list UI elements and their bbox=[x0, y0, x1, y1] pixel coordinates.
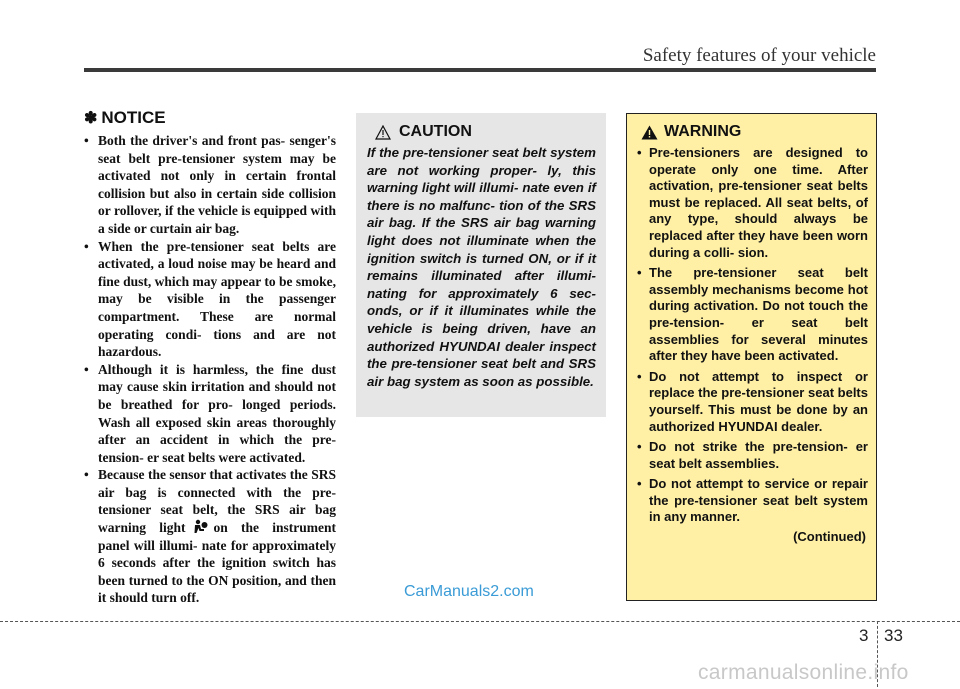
notice-item: • Both the driver's and front pas- senger's seat belt pre-tensioner system may be activated not only in certain frontal collision but also in certain side collision or rollover, if the vehicle is equipped with a side or curtain air bag. bbox=[84, 132, 336, 238]
site-watermark: carmanualsonline.info bbox=[698, 661, 909, 684]
warning-triangle-icon bbox=[641, 125, 658, 140]
warning-list bbox=[637, 145, 868, 526]
notice-star-icon: ✽ bbox=[84, 110, 98, 127]
caution-title-text: CAUTION bbox=[399, 123, 472, 140]
airbag-warning-icon bbox=[192, 519, 208, 535]
footer-rule bbox=[0, 621, 960, 622]
warning-item: • The pre-tensioner seat belt assembly mechanisms become hot during activation. Do not touch the pre-tension- er seat belt assemblies for several minutes after they have been activated. bbox=[637, 265, 868, 365]
notice-title-text: NOTICE bbox=[101, 108, 166, 127]
warning-item: • Do not attempt to inspect or replace the pre-tensioner seat belts yourself. This must be done by an authorized HYUNDAI dealer. bbox=[637, 369, 868, 435]
section-header-title: Safety features of your vehicle bbox=[642, 45, 876, 66]
header-rule bbox=[84, 68, 876, 72]
notice-item-text-before: Because the sensor that activates the SRS air bag is connected with the pre-tensioner seat belt, the SRS air bag warning light bbox=[98, 467, 336, 536]
notice-item: • Although it is harmless, the fine dust may cause skin irritation and should not be breathed for pro- longed periods. Wash all exposed skin areas thoroughly after an accident in which the pre-tension- er seat belts were activated. bbox=[84, 361, 336, 467]
warning-item: • Pre-tensioners are designed to operate only one time. After activation, pre-tensioner seat belts must be replaced. All seat belts, of any type, should always be replaced after they have been worn during a colli- sion. bbox=[637, 145, 868, 261]
notice-item: • When the pre-tensioner seat belts are activated, a loud noise may be heard and fine dust, which may appear to be smoke, may be visible in the passenger compartment. These are normal operating condi- tions and are not hazardous. bbox=[84, 238, 336, 361]
warning-item: • Do not strike the pre-tension- er seat belt assemblies. bbox=[637, 439, 868, 472]
notice-item-airbag-light bbox=[84, 466, 336, 607]
notice-heading bbox=[84, 108, 336, 128]
warning-box bbox=[626, 113, 877, 601]
caution-body: If the pre-tensioner seat belt system are not working proper- ly, this warning light will illumi- nate even if there is no malfunc- tion of the SRS air bag. If the SRS air bag warning light does not illuminate when the ignition switch is turned ON, or if it remains illuminated after illumi- nating for approximately 6 sec- onds, or if it illuminates while the vehicle is being driven, have an authorized HYUNDAI dealer inspect the pre-tensioner seat belt and SRS air bag system as soon as possible. bbox=[367, 145, 596, 389]
page-number: 33 bbox=[884, 626, 903, 645]
warning-title-text: WARNING bbox=[664, 123, 742, 140]
notice-item-text-after: on the instrument panel will illumi- nate for approximately 6 seconds after the ignition switch has been turned to the ON position, and then it should turn off. bbox=[98, 520, 336, 606]
warning-heading bbox=[637, 123, 868, 141]
notice-list bbox=[84, 132, 336, 607]
caution-box bbox=[356, 113, 606, 417]
watermark-link[interactable]: CarManuals2.com bbox=[404, 583, 534, 600]
caution-triangle-icon bbox=[375, 125, 391, 140]
notice-section bbox=[84, 108, 336, 607]
warning-item: • Do not attempt to service or repair the pre-tensioner seat belt system in any manner. bbox=[637, 476, 868, 526]
section-number: 3 bbox=[859, 626, 869, 645]
caution-heading bbox=[367, 123, 596, 141]
continued-label: (Continued) bbox=[793, 529, 866, 545]
